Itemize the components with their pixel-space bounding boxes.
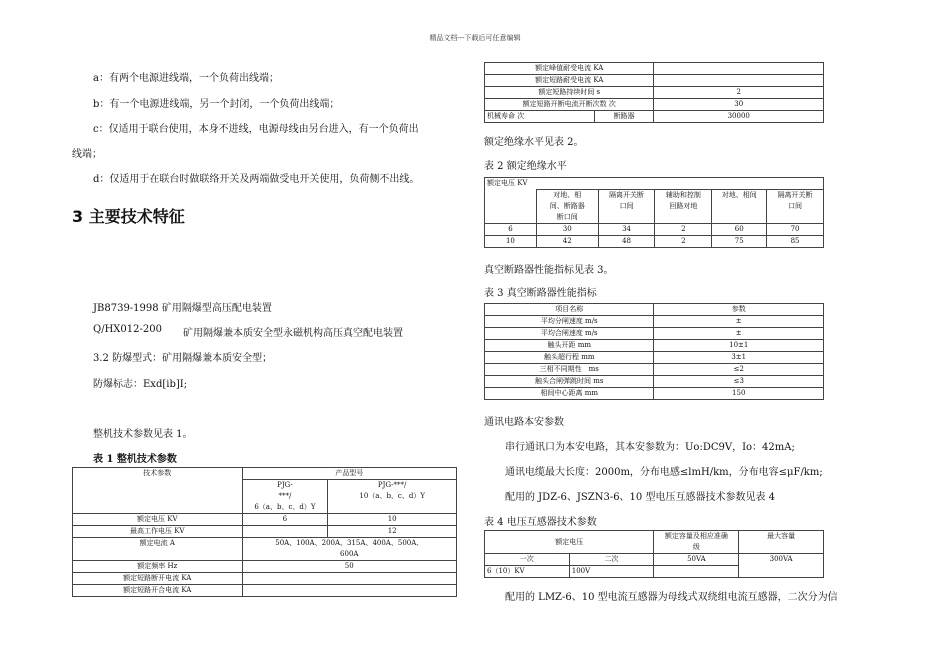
table-row: 额定峰值耐受电流 KA [485, 63, 824, 75]
vacuum-ref: 真空断路器性能指标见表 3。 [484, 265, 614, 276]
explosion-mark: 防爆标志：Exd[ib]I; [93, 379, 188, 390]
t4-h-cap: 额定容量及相应准确 级 [654, 531, 739, 554]
table-row: 额定短路耐受电流 KA [485, 75, 824, 87]
table3-caption: 表 3 真空断路器性能指标 [484, 288, 597, 299]
t1-model-6: PJG- ***/ 6（a、b、c、d）Y [242, 480, 328, 514]
insulation-ref: 额定绝缘水平见表 2。 [484, 137, 584, 148]
table-row: 6（10）KV 100V [485, 566, 824, 578]
standard-2-text: 矿用隔爆兼本质安全型永磁机构高压真空配电装置 [183, 328, 403, 339]
table-row: 平均合闸速度 m/s ± [485, 328, 824, 340]
page-header: 精品文档---下载后可任意编辑 [429, 34, 521, 42]
table-row: 额定短路断开电流 KA [73, 573, 457, 585]
t4-h-rated: 额定电压 [485, 531, 654, 554]
table-row: 额定短路开断电流开断次数 次 30 [485, 99, 824, 111]
explosion-type: 3.2 防爆型式：矿用隔爆兼本质安全型； [93, 353, 273, 364]
table-row: 触头合闸弹跳时间 ms ≤3 [485, 376, 824, 388]
t4-max-value: 300VA [739, 554, 824, 578]
table1-caption: 表 1 整机技术参数 [93, 454, 177, 465]
t2-h-col: 对地、相间 [712, 190, 767, 224]
comm-title: 通讯电路本安参数 [484, 417, 564, 428]
comm-line-3: 配用的 JDZ-6、JSZN3-6、10 型电压互感器技术参数见表 4 [505, 492, 775, 503]
t2-h-voltage: 额定电压 KV [485, 178, 824, 190]
table-row: 额定频率 Hz 50 [73, 561, 457, 573]
table-row: 10 42 48 2 75 85 [485, 236, 824, 248]
t1-model-10: PJG-***/ 10（a、b、c、d）Y [328, 480, 457, 514]
standard-1: JB8739-1998 矿用隔爆型高压配电装置 [93, 303, 272, 314]
standard-2-code: Q/HX012-200 [93, 324, 162, 335]
table4 [484, 530, 824, 578]
t3-h-name: 项目名称 [485, 304, 654, 316]
t2-h-col: 辅助和控制 回路对地 [655, 190, 712, 224]
t3-h-value: 参数 [654, 304, 824, 316]
table-row: 相间中心距离 mm 150 [485, 388, 824, 400]
table-row: 额定电压 KV 6 10 [73, 514, 457, 526]
comm-line-2: 通讯电缆最大长度：2000m，分布电感≤lmH/km，分布电容≤μF/km; [505, 467, 823, 478]
item-d: d：仅适用于在联台时做联络开关及两端做受电开关使用，负荷侧不出线。 [93, 174, 420, 185]
t4-h-primary: 一次 [485, 554, 570, 566]
item-c: c：仅适用于联台使用，本身不进线，电源母线由另台进入，有一个负荷出 [93, 124, 419, 135]
table-row: 平均分闸速度 m/s ± [485, 316, 824, 328]
table-row: 触头开距 mm 10±1 [485, 340, 824, 352]
t2-h-col: 隔离开关断 口间 [767, 190, 824, 224]
section-title: 3 主要技术特征 [72, 207, 185, 226]
t1-h-model: 产品型号 [242, 468, 456, 480]
ct-text: 配用的 LMZ-6、10 型电流互感器为母线式双绕组电流互感器，二次分为信 [505, 592, 838, 603]
item-a: a：有两个电源进线端，一个负荷出线端； [93, 73, 279, 84]
table-row: 额定短路开合电流 KA [73, 585, 457, 597]
table-row: 最高工作电压 KV 12 [73, 526, 457, 538]
table-row: 额定短路持续时间 s 2 [485, 87, 824, 99]
table4-caption: 表 4 电压互感器技术参数 [484, 517, 597, 528]
table1-continued [484, 62, 824, 123]
t1-h-param: 技术参数 [73, 468, 243, 514]
item-c-cont: 线端； [72, 149, 102, 160]
table2-caption: 表 2 额定绝缘水平 [484, 161, 567, 172]
table-row: 额定电流 A 50A、100A、200A、315A、400A、500A、 600A [73, 538, 457, 561]
table-row: 6 30 34 2 60 70 [485, 224, 824, 236]
t4-h-secondary: 二次 [569, 554, 654, 566]
params-ref: 整机技术参数见表 1。 [93, 429, 193, 440]
table-row: 触头超行程 mm 3±1 [485, 352, 824, 364]
table-row: 三相不同期性 ms ≤2 [485, 364, 824, 376]
item-b: b：有一个电源进线端，另一个封闭，一个负荷出线端； [93, 99, 340, 110]
table3 [484, 303, 824, 400]
table2 [484, 177, 824, 248]
table-row: 机械寿命 次 断路器 30000 [485, 111, 824, 123]
t4-h-max: 最大容量 [739, 531, 824, 554]
t2-h-col: 对地、相 间、断路器 断口间 [536, 190, 598, 224]
t2-h-col: 隔离开关断 口间 [598, 190, 655, 224]
comm-line-1: 串行通讯口为本安电路，其本安参数为：Uo:DC9V，Io：42mA; [505, 442, 795, 453]
t4-cap-value: 50VA [654, 554, 739, 566]
table1 [72, 467, 457, 597]
